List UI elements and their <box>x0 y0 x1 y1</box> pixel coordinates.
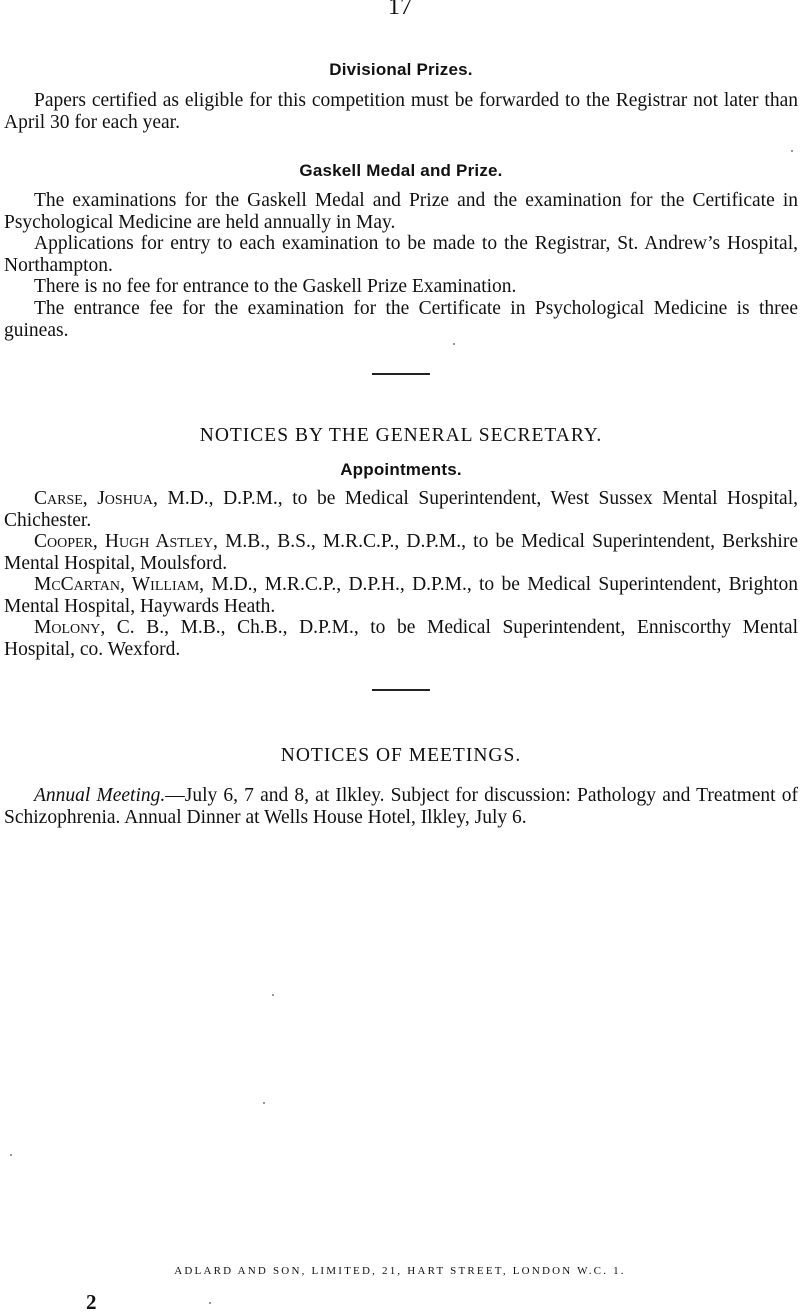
divisional-prizes-text: Papers certified as eligible for this competition must be forwarded to the Registrar not later than April 30 for each year. <box>4 90 798 133</box>
gaskell-heading: Gaskell Medal and Prize. <box>299 161 503 180</box>
print-speck <box>272 994 274 996</box>
annual-meeting-notice <box>4 785 798 828</box>
appointment-text: C. B., M.B., Ch.B., D.P.M., to be Medical Superintendent, Enniscorthy Mental Hospital, co. Wexford. <box>4 617 798 660</box>
meetings-heading: NOTICES OF MEETINGS. <box>280 745 522 766</box>
print-speck <box>263 1102 265 1104</box>
section-divider <box>372 689 430 691</box>
appointee-name: Carse, Joshua, <box>34 488 158 509</box>
printer-footer: ADLARD AND SON, LIMITED, 21, HART STREET, LONDON W.C. 1. <box>174 1265 626 1277</box>
print-speck <box>453 343 455 345</box>
appointment-entry <box>4 531 798 574</box>
page-number: 17 <box>388 0 412 20</box>
gaskell-paragraph: There is no fee for entrance to the Gaskell Prize Examination. <box>34 276 517 297</box>
section-divider <box>372 373 430 375</box>
appointment-text: M.D., M.R.C.P., D.P.H., D.P.M., to be Medical Superintendent, Brighton Mental Hospital, Haywards Heath. <box>4 574 798 617</box>
annual-meeting-text: —July 6, 7 and 8, at Ilkley. Subject for discussion: Pathology and Treatment of Schizophrenia. Annual Dinner at Wells House Hotel, Ilkley, July 6. <box>4 785 798 828</box>
annual-meeting-label: Annual Meeting. <box>34 785 166 806</box>
appointment-text: M.D., D.P.M., to be Medical Superintendent, West Sussex Mental Hospital, Chichester. <box>4 488 799 531</box>
appointment-entry <box>4 488 798 531</box>
appointee-name: Cooper, Hugh Astley, <box>34 531 218 552</box>
print-speck <box>10 1154 12 1156</box>
general-secretary-heading: NOTICES BY THE GENERAL SECRETARY. <box>199 425 603 446</box>
print-speck <box>791 150 793 152</box>
appointment-entry <box>4 574 798 617</box>
appointment-text: M.B., B.S., M.R.C.P., D.P.M., to be Medical Superintendent, Berkshire Mental Hospital, Moulsford. <box>4 531 798 574</box>
signature-mark: 2 <box>86 1290 97 1314</box>
gaskell-paragraph: The examinations for the Gaskell Medal and Prize and the examination for the Certificate in Psychological Medicine are held annually in May. <box>4 190 798 233</box>
appointee-name: Molony, <box>34 617 106 638</box>
divisional-prizes-heading: Divisional Prizes. <box>329 60 473 79</box>
gaskell-paragraph: Applications for entry to each examination to be made to the Registrar, St. Andrew’s Hospital, Northampton. <box>4 233 798 276</box>
appointee-name: McCartan, William, <box>34 574 205 595</box>
gaskell-paragraph: The entrance fee for the examination for the Certificate in Psychological Medicine is three guineas. <box>4 298 798 341</box>
appointment-entry <box>4 617 798 660</box>
appointments-heading: Appointments. <box>340 460 462 479</box>
print-speck <box>209 1302 211 1304</box>
